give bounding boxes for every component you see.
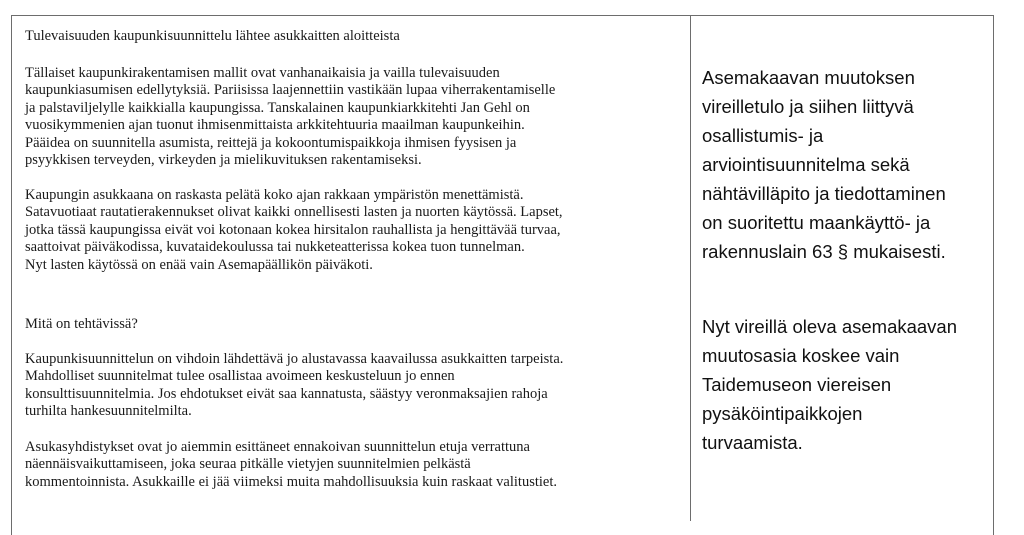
column-divider <box>690 15 691 521</box>
comment-heading: Tulevaisuuden kaupunkisuunnittelu lähtee asukkaitten aloitteista <box>25 28 400 44</box>
comment-paragraph: Tällaiset kaupunkirakentamisen mallit ovat vanhanaikaisia ja vailla tulevaisuuden kaupunkiasumisen edellytyksiä. Pariisissa laajennettiin vastikään lupaa viherrakentamiselle ja palstaviljelylle kaikkialla kaupungissa. Tanskalainen kaupunkiarkkitehti Jan Gehl on vuosikymmenien ajan tuonut ihmisenmittaista arkkitehtuuria maailman kaupunkeihin. Pääidea on suunnitella asumista, reittejä ja kokoontumispaikkoja ihmisen fyysisen ja psyykkisen terveyden, virkeyden ja mielikuvituksen rakentamiseksi. <box>25 64 556 168</box>
citizen-comment-column <box>25 28 685 491</box>
response-note: Nyt vireillä oleva asemakaavan muutosasia koskee vain Taidemuseon viereisen pysäköintipaikkojen turvaamista. <box>702 316 958 453</box>
response-note: Asemakaavan muutoksen vireilletulo ja siihen liittyvä osallistumis- ja arviointisuunnitelma sekä nähtävilläpito ja tiedottaminen on suoritettu maankäyttö- ja rakennuslain 63 § mukaisesti. <box>702 67 946 262</box>
comment-paragraph: Kaupungin asukkaana on raskasta pelätä koko ajan rakkaan ympäristön menettämistä. Satavuotiaat rautatierakennukset olivat kaikki onnellisesti lasten ja nuorten käytössä. Lapset, jotka tässä kaupungissa eivät voi kotonaan kokea hirsitalon rauhallista ja hengittävää turvaa, saattoivat päiväkodissa, kuvataidekoulussa tai nukketeatterissa kokea tuon tunnelman. Nyt lasten käytössä on enää vain Asemapäällikön päiväkoti. <box>25 186 563 273</box>
comment-heading: Mitä on tehtävissä? <box>25 316 138 332</box>
comment-paragraph: Kaupunkisuunnittelun on vihdoin lähdettävä jo alustavassa kaavailussa asukkaitten tarpeista. Mahdolliset suunnitelmat tulee osallistaa avoimeen keskusteluun jo ennen konsulttisuunnitelmia. Jos ehdotukset eivät saa kannatusta, säästyy veronmaksajien rahoja turhilta hankesuunnitelmilta. <box>25 350 564 419</box>
response-column <box>702 63 987 457</box>
comment-paragraph: Asukasyhdistykset ovat jo aiemmin esittäneet ennakoivan suunnittelun etuja verrattuna näennäisvaikuttamiseen, joka seuraa pitkälle vietyjen suunnitelmien pelkästä kommentoinnista. Asukkaille ei jää viimeksi muita mahdollisuuksia kuin raskaat valitustiet. <box>25 438 557 490</box>
